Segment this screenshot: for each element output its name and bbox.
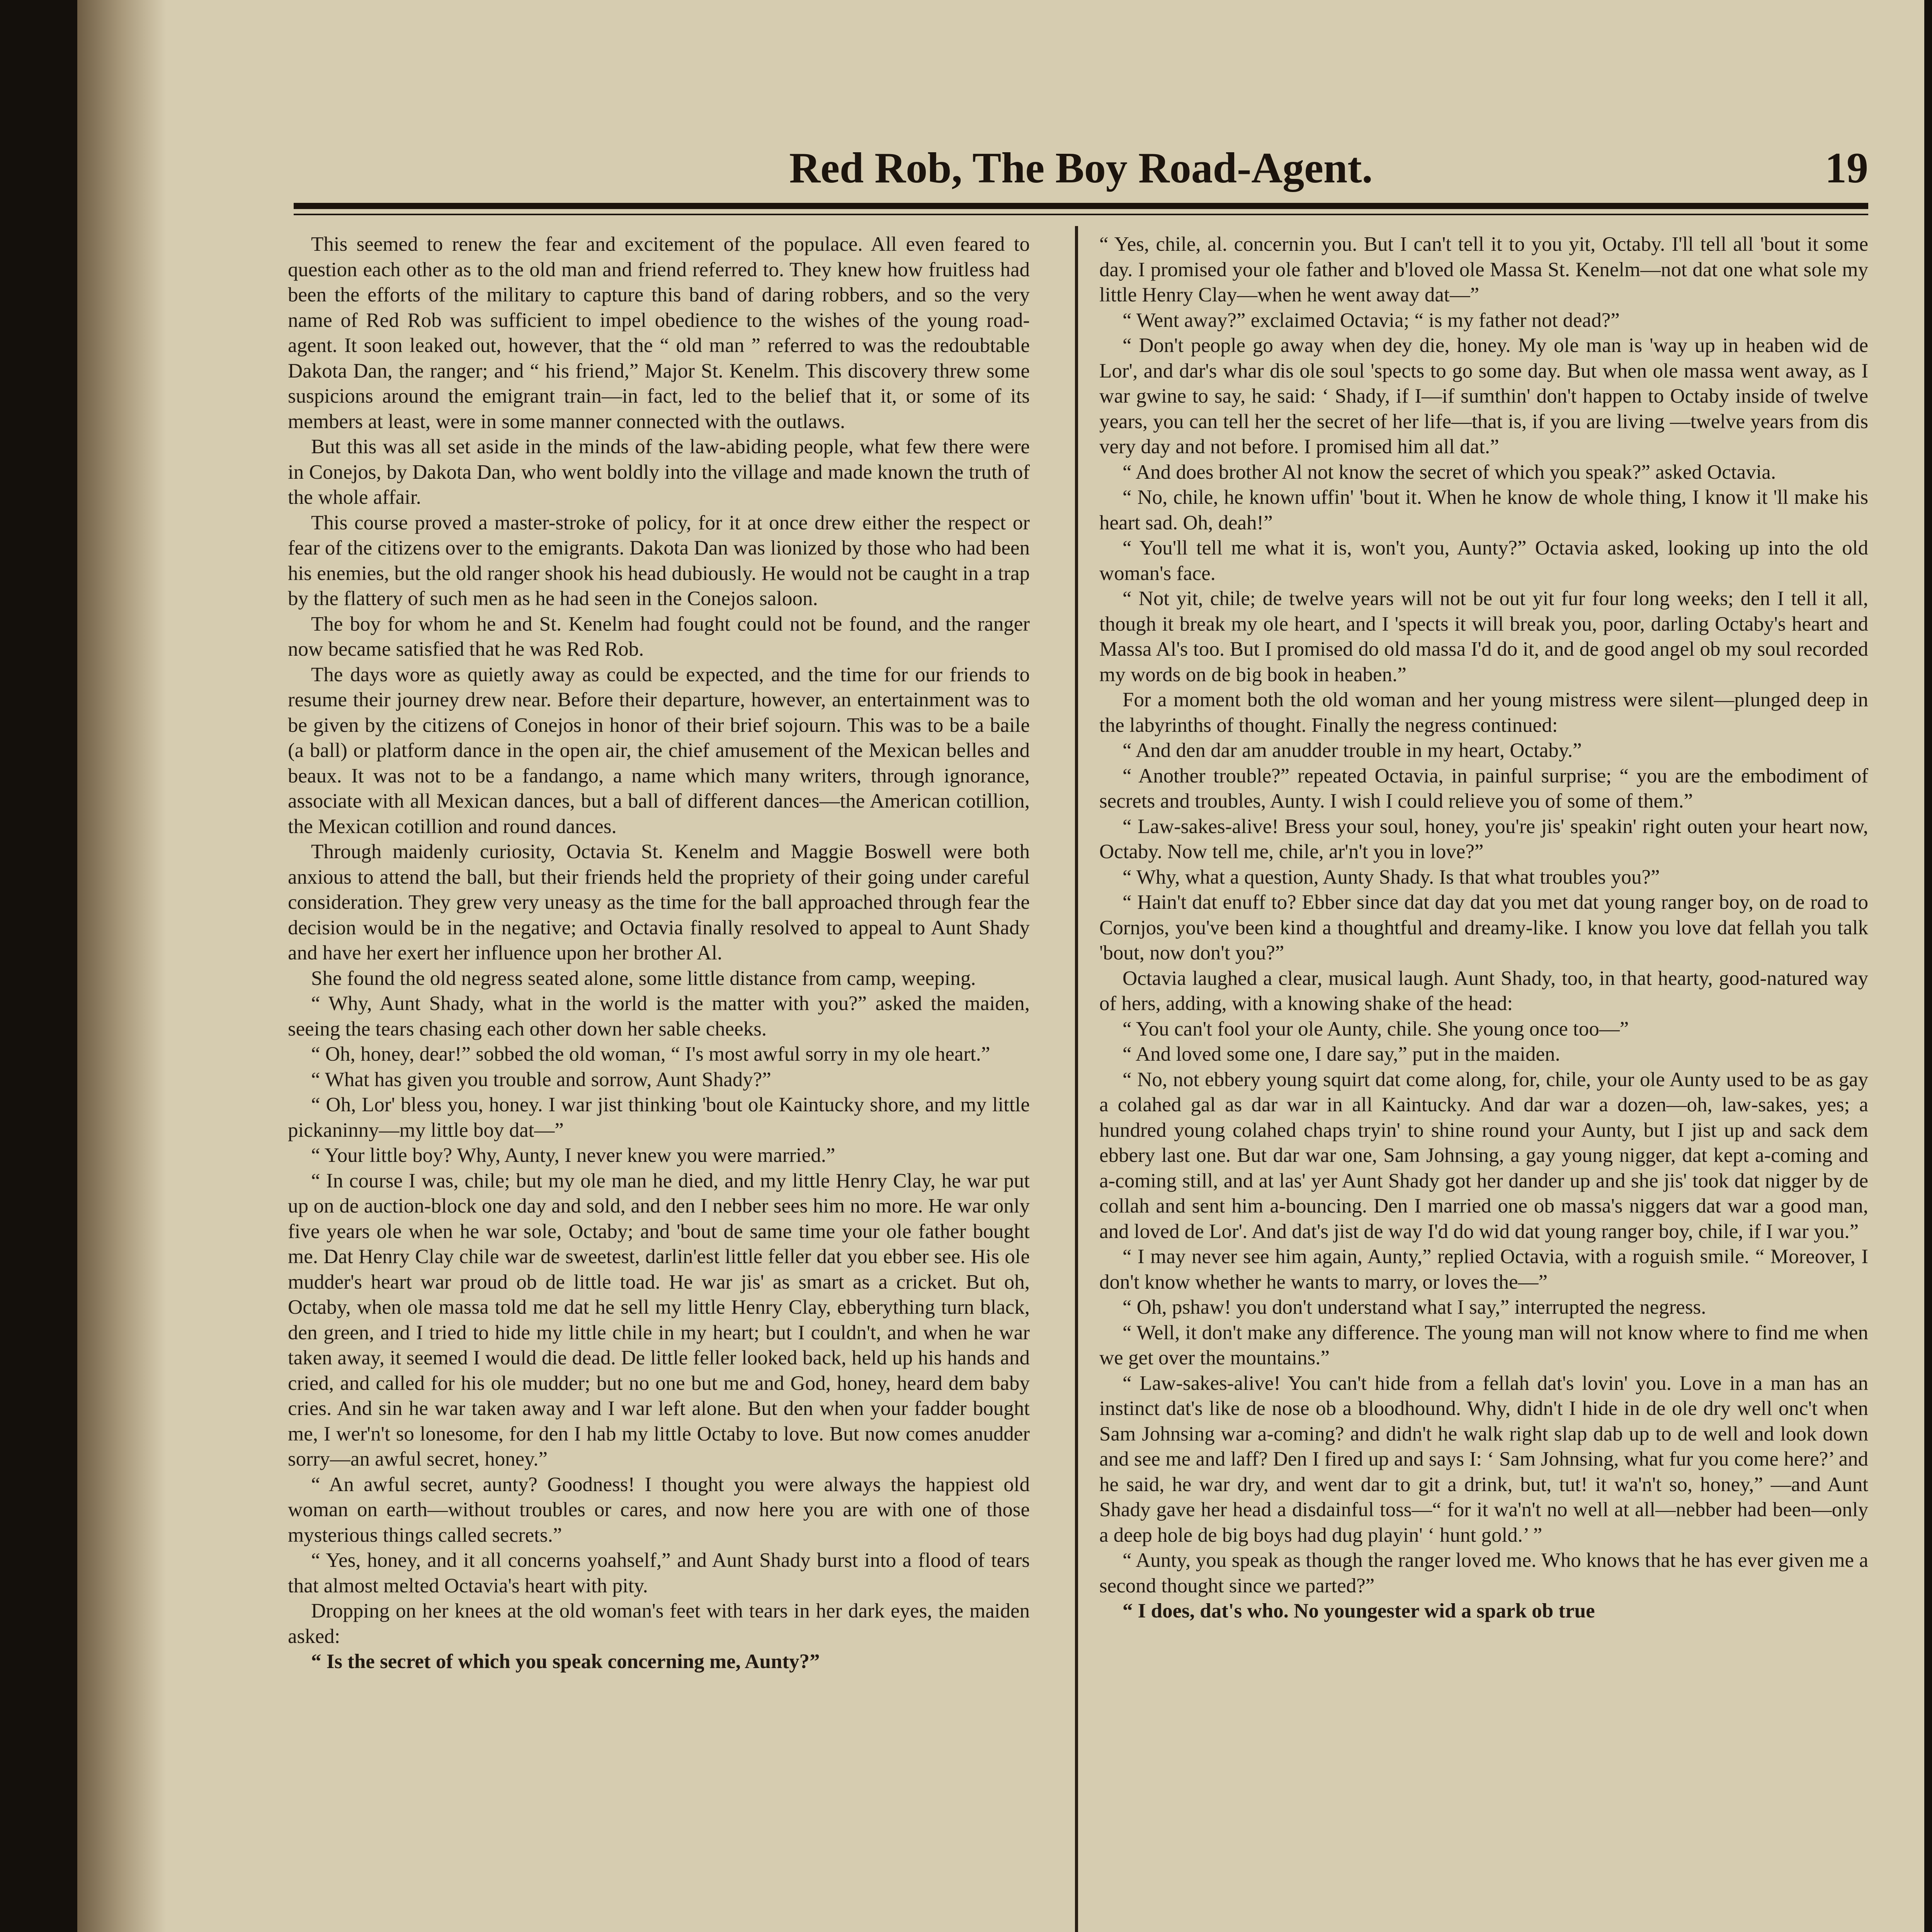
right-text-column: [1099, 232, 1868, 1932]
paragraph: “ Your little boy? Why, Aunty, I never knew you were married.”: [311, 1144, 835, 1167]
paragraph: For a moment both the old woman and her young mistress were silent—plunged deep in the labyrinths of thought. Finally the negress continued:: [1099, 689, 1868, 736]
paragraph: “ Yes, chile, al. concernin you. But I can't tell it to you yit, Octaby. I'll tell all 'bout it some day. I promised your ole father and b'loved ole Massa St. Kenelm—not dat one what sole my little Henry Clay—when he went away dat—”: [1099, 233, 1868, 306]
header-rule-thin: [294, 214, 1868, 215]
paragraph: “ Why, Aunt Shady, what in the world is the matter with you?” asked the maiden, seeing the tears chasing each other down her sable cheeks.: [288, 992, 1030, 1040]
paragraph: “ Is the secret of which you speak concerning me, Aunty?”: [311, 1650, 820, 1673]
paragraph: “ And den dar am anudder trouble in my heart, Octaby.”: [1122, 739, 1582, 762]
paragraph: “ Not yit, chile; de twelve years will not be out yit fur four long weeks; den I tell it all, though it break my ole heart, and I 'spects it will break you, poor, darling Octaby's heart and Massa Al's too. But I promised do old massa I'd do it, and de good angel ob my soul recorded my words on de big book in heaben.”: [1099, 587, 1868, 686]
paragraph: “ Don't people go away when dey die, honey. My ole man is 'way up in heaben wid de Lor', and dar's whar dis ole soul 'spects to go some day. But when ole massa went away, as I war gwine to say, he said: ‘ Shady, if I—if sumthin' don't happen to Octaby inside of twelve years, you can tell her the secret of her life—that is, if you are living —twelve years from dis very day and not before. I promised him all dat.”: [1099, 334, 1868, 458]
paragraph: “ Oh, pshaw! you don't understand what I say,” interrupted the negress.: [1122, 1296, 1706, 1318]
paragraph: “ Oh, Lor' bless you, honey. I war jist thinking 'bout ole Kaintucky shore, and my little pickaninny—my little boy dat—”: [288, 1094, 1030, 1141]
paragraph: “ And loved some one, I dare say,” put in the maiden.: [1122, 1043, 1560, 1065]
paragraph: But this was all set aside in the minds of the law-abiding people, what few there were in Conejos, by Dakota Dan, who went boldly into the village and made known the truth of the whole affair.: [288, 435, 1030, 509]
paragraph: “ In course I was, chile; but my ole man he died, and my little Henry Clay, he war put up on de auction-block one day and sold, and den I nebber sees him no more. He war only five years ole when he war sole, Octaby; and 'bout de same time your ole father bought me. Dat Henry Clay chile war de sweetest, darlin'est little feller dat you ebber see. His ole mudder's heart war proud ob de little toad. He war jis' as smart as a cricket. But oh, Octaby, when ole massa told me dat he sell my little Henry Clay, ebberything turn black, den green, and I tried to hide my little chile in my heart; but I couldn't, and when he war taken away, it seemed I would die dead. De little feller looked back, held up his hands and cried, and called for his ole mudder; but no one but me and God, honey, heard dem baby cries. And sin he war taken away and I war left alone. But den when your fadder bought me, I wer'n't so lonesome, for den I hab my little Octaby to love. But now comes anudder sorry—an awful secret, honey.”: [288, 1169, 1030, 1470]
paragraph: She found the old negress seated alone, some little distance from camp, weeping.: [311, 967, 976, 990]
paragraph: “ Well, it don't make any difference. The young man will not know where to find me when we get over the mountains.”: [1099, 1321, 1868, 1369]
paragraph: “ No, not ebbery young squirt dat come along, for, chile, your ole Aunty used to be as gay a colahed gal as dar war in all Kaintucky. And dar war a dozen—oh, law-sakes, yes; a hundred young colahed chaps tryin' to shine round your Aunty, but I jist up and sack dem ebbery last one. But dar war one, Sam Johnsing, a gay young nigger, dat kept a-coming and a-coming still, and at las' yer Aunt Shady got her dander up and she jis' took dat nigger by de collah and sent him a-bouncing. Den I married one ob massa's niggers dat war a good man, and loved de Lor'. And dat's jist de way I'd do wid dat young ranger boy, chile, if I war you.”: [1099, 1068, 1868, 1243]
paragraph: Dropping on her knees at the old woman's feet with tears in her dark eyes, the maiden asked:: [288, 1600, 1030, 1648]
running-title: Red Rob, The Boy Road-Agent.: [789, 144, 1373, 192]
paragraph: “ I may never see him again, Aunty,” replied Octavia, with a roguish smile. “ Moreover, I don't know whether he wants to marry, or loves the—”: [1099, 1245, 1868, 1293]
paragraph: This course proved a master-stroke of policy, for it at once drew either the respect or fear of the citizens over to the emigrants. Dakota Dan was lionized by those who had been his enemies, but the old ranger shook his head dubiously. He would not be caught in a trap by the flattery of such men as he had seen in the Conejos saloon.: [288, 511, 1030, 610]
column-divider: [1075, 226, 1078, 1932]
paragraph: “ You can't fool your ole Aunty, chile. She young once too—”: [1122, 1017, 1629, 1040]
page-number: 19: [1825, 144, 1868, 192]
left-text-column: [288, 232, 1030, 1932]
paragraph: Through maidenly curiosity, Octavia St. Kenelm and Maggie Boswell were both anxious to attend the ball, but their friends held the propriety of their going under careful consideration. They grew very uneasy as the time for the ball approached through fear the decision would be in the negative; and Octavia finally resolved to appeal to Aunt Shady and have her exert her influence upon her brother Al.: [288, 840, 1030, 964]
paragraph: The boy for whom he and St. Kenelm had fought could not be found, and the ranger now became satisfied that he was Red Rob.: [288, 612, 1030, 660]
paragraph: “ Hain't dat enuff to? Ebber since dat day dat you met dat young ranger boy, on de road to Cornjos, you've been kind a thoughtful and dreamy-like. I know you love dat fellah you talk 'bout, now don't you?”: [1099, 891, 1868, 964]
paragraph: “ Law-sakes-alive! You can't hide from a fellah dat's lovin' you. Love in a man has an instinct dat's like de nose ob a bloodhound. Why, didn't I hide in de ole dry well onc't when Sam Johnsing war a-coming? and didn't he walk right slap dab up to de well and look down and see me and laff? Den I fired up and says I: ‘ Sam Johnsing, what fur you come here?’ and he said, he war dry, and went dar to git a drink, but, tut! it wa'n't so, honey,” —and Aunt Shady gave her head a disdainful toss—“ for it wa'n't no well at all—nebber had been—only a deep hole de big boys had dug playin' ‘ hunt gold.’ ”: [1099, 1372, 1868, 1546]
magazine-page: [77, 0, 1924, 1932]
paragraph: This seemed to renew the fear and excitement of the populace. All even feared to question each other as to the old man and friend referred to. They knew how fruitless had been the efforts of the military to capture this band of daring robbers, and so the very name of Red Rob was sufficient to impel obedience to the wishes of the young road-agent. It soon leaked out, however, that the “ old man ” referred to was the redoubtable Dakota Dan, the ranger; and “ his friend,” Major St. Kenelm. This discovery threw some suspicions around the emigrant train—in fact, led to the belief that it, or some of its members at least, were in some manner connected with the outlaws.: [288, 233, 1030, 433]
paragraph: “ Why, what a question, Aunty Shady. Is that what troubles you?”: [1122, 866, 1660, 888]
paragraph: “ Went away?” exclaimed Octavia; “ is my father not dead?”: [1122, 309, 1620, 332]
paragraph: Octavia laughed a clear, musical laugh. Aunt Shady, too, in that hearty, good-natured way of hers, adding, with a knowing shake of the head:: [1099, 967, 1868, 1015]
paragraph: “ Another trouble?” repeated Octavia, in painful surprise; “ you are the embodiment of secrets and troubles, Aunty. I wish I could relieve you of some of them.”: [1099, 764, 1868, 812]
paragraph: “ You'll tell me what it is, won't you, Aunty?” Octavia asked, looking up into the old woman's face.: [1099, 537, 1868, 585]
paragraph: “ What has given you trouble and sorrow, Aunt Shady?”: [311, 1068, 771, 1091]
paragraph: “ Yes, honey, and it all concerns yoahself,” and Aunt Shady burst into a flood of tears that almost melted Octavia's heart with pity.: [288, 1549, 1030, 1597]
header-rule-thick: [294, 203, 1868, 209]
paragraph: “ An awful secret, aunty? Goodness! I thought you were always the happiest old woman on earth—without troubles or cares, and now here you are with one of those mysterious things called secrets.”: [288, 1473, 1030, 1546]
paragraph: “ No, chile, he known uffin' 'bout it. When he know de whole thing, I know it 'll make his heart sad. Oh, deah!”: [1099, 486, 1868, 534]
paragraph: The days wore as quietly away as could be expected, and the time for our friends to resume their journey drew near. Before their departure, however, an entertainment was to be given by the citizens of Conejos in honor of their brief sojourn. This was to be a baile (a ball) or platform dance in the open air, the chief amusement of the Mexican belles and beaux. It was not to be a fandango, a name which many writers, through ignorance, associate with all Mexican dances, but a ball of different dances—the American cotillion, the Mexican cotillion and round dances.: [288, 663, 1030, 838]
paragraph: “ And does brother Al not know the secret of which you speak?” asked Octavia.: [1122, 461, 1776, 483]
binding-shadow: [77, 0, 166, 1932]
paragraph: “ Aunty, you speak as though the ranger loved me. Who knows that he has ever given me a second thought since we parted?”: [1099, 1549, 1868, 1597]
paragraph: “ Law-sakes-alive! Bress your soul, honey, you're jis' speakin' right outen your heart now, Octaby. Now tell me, chile, ar'n't you in love?”: [1099, 815, 1868, 863]
paragraph: “ Oh, honey, dear!” sobbed the old woman, “ I's most awful sorry in my ole heart.”: [311, 1043, 990, 1065]
paragraph: “ I does, dat's who. No youngester wid a spark ob true: [1122, 1600, 1595, 1622]
